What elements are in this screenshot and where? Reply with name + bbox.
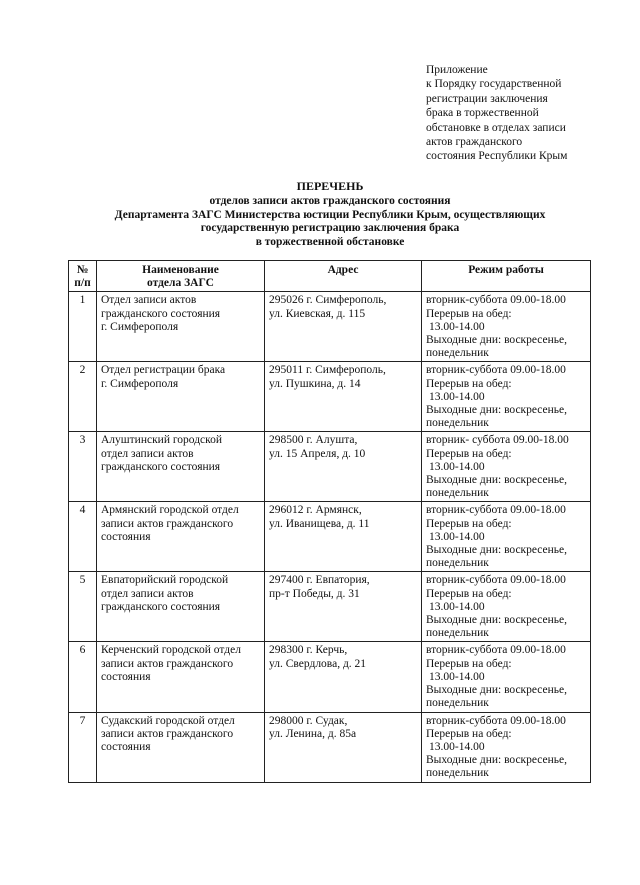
office-schedule-line: Выходные дни: воскресенье, [426, 614, 568, 627]
office-schedule-line: вторник-суббота 09.00-18.00 [426, 714, 566, 727]
office-schedule-line: вторник-суббота 09.00-18.00 [426, 644, 566, 657]
title-line: в торжественной обстановке [255, 235, 405, 248]
office-address-line: 298500 г. Алушта, [269, 434, 358, 447]
title-line: государственную регистрацию заключения брака [200, 222, 460, 235]
office-schedule-line: Перерыв на обед: [426, 377, 512, 390]
office-name-line: Керченский городской отдел [101, 644, 241, 657]
office-schedule-line: вторник-суббота 09.00-18.00 [426, 574, 566, 587]
office-address [265, 572, 422, 642]
office-name-line: Алуштинский городской [101, 434, 223, 447]
row-number: 6 [69, 642, 97, 712]
row-number: 3 [69, 432, 97, 502]
appendix-line: к Порядку государственной [426, 78, 562, 91]
office-schedule-line: Перерыв на обед: [426, 307, 512, 320]
office-schedule [422, 502, 591, 572]
header-name-line: отдела ЗАГС [147, 277, 214, 290]
office-schedule-line: 13.00-14.00 [429, 600, 485, 613]
table-row [69, 572, 591, 642]
office-name [97, 432, 265, 502]
office-address-line: пр-т Победы, д. 31 [269, 587, 360, 600]
office-name-line: гражданского состояния [101, 307, 221, 320]
office-name-line: состояния [101, 530, 151, 543]
row-number: 7 [69, 712, 97, 782]
office-schedule [422, 572, 591, 642]
office-schedule-line: Выходные дни: воскресенье, [426, 474, 568, 487]
office-schedule-line: понедельник [426, 697, 489, 710]
office-name-line: записи актов гражданского [101, 657, 234, 670]
office-name-line: записи актов гражданского [101, 517, 234, 530]
office-name-line: гражданского состояния [101, 600, 221, 613]
office-address-line: 297400 г. Евпатория, [269, 574, 370, 587]
office-name-line: записи актов гражданского [101, 727, 234, 740]
office-schedule-line: Перерыв на обед: [426, 587, 512, 600]
table-row [69, 712, 591, 782]
office-schedule-line: 13.00-14.00 [429, 530, 485, 543]
office-name [97, 712, 265, 782]
office-address-line: ул. 15 Апреля, д. 10 [269, 447, 366, 460]
row-number: 1 [69, 292, 97, 362]
appendix-line: состояния Республики Крым [426, 150, 568, 163]
office-name-line: отдел записи актов [101, 587, 194, 600]
appendix-note [426, 63, 626, 164]
office-address-line: ул. Киевская, д. 115 [269, 307, 366, 320]
office-name-line: г. Симферополя [101, 320, 179, 333]
office-address-line: 298000 г. Судак, [269, 714, 348, 727]
appendix-line: брака в торжественной [426, 107, 539, 120]
header-name [97, 261, 265, 292]
office-schedule-line: вторник- суббота 09.00-18.00 [426, 434, 569, 447]
office-address [265, 502, 422, 572]
office-name [97, 362, 265, 432]
row-number: 4 [69, 502, 97, 572]
title-line: отделов записи актов гражданского состояния [209, 195, 451, 208]
table-row [69, 502, 591, 572]
title-line: Департамента ЗАГС Министерства юстиции Республики Крым, осуществляющих [114, 208, 546, 221]
office-schedule-line: понедельник [426, 767, 489, 780]
header-num-line: № [76, 264, 89, 276]
office-address [265, 642, 422, 712]
office-schedule-line: вторник-суббота 09.00-18.00 [426, 364, 566, 377]
office-name-line: г. Симферополя [101, 377, 179, 390]
header-schedule-line: Режим работы [468, 264, 544, 276]
office-schedule [422, 432, 591, 502]
office-schedule-line: понедельник [426, 557, 489, 570]
office-schedule-line: 13.00-14.00 [429, 320, 485, 333]
office-schedule [422, 712, 591, 782]
office-schedule-line: понедельник [426, 487, 489, 500]
office-name-line: гражданского состояния [101, 460, 221, 473]
office-name [97, 572, 265, 642]
office-name [97, 502, 265, 572]
office-schedule-line: Выходные дни: воскресенье, [426, 754, 568, 767]
page-title: ПЕРЕЧЕНЬ [296, 179, 364, 193]
header-schedule [422, 261, 591, 292]
office-name-line: Судакский городской отдел [101, 714, 235, 727]
table-row [69, 362, 591, 432]
table-row [69, 432, 591, 502]
row-number: 5 [69, 572, 97, 642]
office-name-line: Отдел регистрации брака [101, 364, 226, 377]
table-row [69, 642, 591, 712]
appendix-line: обстановке в отделах записи [426, 121, 566, 134]
office-address-line: ул. Свердлова, д. 21 [269, 657, 367, 670]
office-name [97, 642, 265, 712]
office-name-line: Отдел записи актов [101, 294, 197, 307]
office-schedule-line: Выходные дни: воскресенье, [426, 334, 568, 347]
header-num [69, 261, 97, 292]
appendix-line: регистрации заключения [426, 92, 548, 105]
header-address-line: Адрес [327, 264, 359, 276]
appendix-line: Приложение [426, 64, 488, 76]
office-schedule-line: 13.00-14.00 [429, 390, 485, 403]
office-schedule-line: Перерыв на обед: [426, 657, 512, 670]
office-address-line: ул. Пушкина, д. 14 [269, 377, 361, 390]
registry-offices-table [68, 260, 591, 783]
table-row [69, 292, 591, 362]
office-schedule-line: Выходные дни: воскресенье, [426, 544, 568, 557]
office-address-line: 295011 г. Симферополь, [269, 364, 386, 377]
office-schedule-line: Перерыв на обед: [426, 447, 512, 460]
office-schedule-line: 13.00-14.00 [429, 460, 485, 473]
office-schedule [422, 642, 591, 712]
office-address [265, 712, 422, 782]
appendix-line: актов гражданского [426, 136, 523, 149]
header-name-line: Наименование [142, 264, 219, 276]
office-schedule-line: Выходные дни: воскресенье, [426, 684, 568, 697]
office-address-line: ул. Ленина, д. 85а [269, 727, 357, 740]
office-name-line: Армянский городской отдел [101, 504, 239, 517]
office-schedule-line: понедельник [426, 627, 489, 640]
office-schedule-line: вторник-суббота 09.00-18.00 [426, 294, 566, 307]
office-address-line: 295026 г. Симферополь, [269, 294, 387, 307]
office-name-line: состояния [101, 670, 151, 683]
office-name-line: Евпаторийский городской [101, 574, 229, 587]
office-schedule-line: 13.00-14.00 [429, 740, 485, 753]
office-schedule-line: вторник-суббота 09.00-18.00 [426, 504, 566, 517]
office-schedule-line: Выходные дни: воскресенье, [426, 404, 568, 417]
office-name [97, 292, 265, 362]
office-schedule-line: Перерыв на обед: [426, 727, 512, 740]
office-schedule [422, 292, 591, 362]
office-name-line: состояния [101, 740, 151, 753]
header-num-line: п/п [74, 277, 91, 290]
row-number: 2 [69, 362, 97, 432]
office-schedule-line: понедельник [426, 417, 489, 430]
office-schedule [422, 362, 591, 432]
document-title [60, 180, 600, 249]
office-schedule-line: понедельник [426, 347, 489, 360]
office-schedule-line: 13.00-14.00 [429, 670, 485, 683]
header-address [265, 261, 422, 292]
office-address [265, 432, 422, 502]
office-name-line: отдел записи актов [101, 447, 194, 460]
table-header-row [69, 261, 591, 292]
office-address [265, 292, 422, 362]
office-address-line: 298300 г. Керчь, [269, 644, 348, 657]
office-schedule-line: Перерыв на обед: [426, 517, 512, 530]
office-address [265, 362, 422, 432]
office-address-line: ул. Иванищева, д. 11 [269, 517, 370, 530]
office-address-line: 296012 г. Армянск, [269, 504, 362, 517]
